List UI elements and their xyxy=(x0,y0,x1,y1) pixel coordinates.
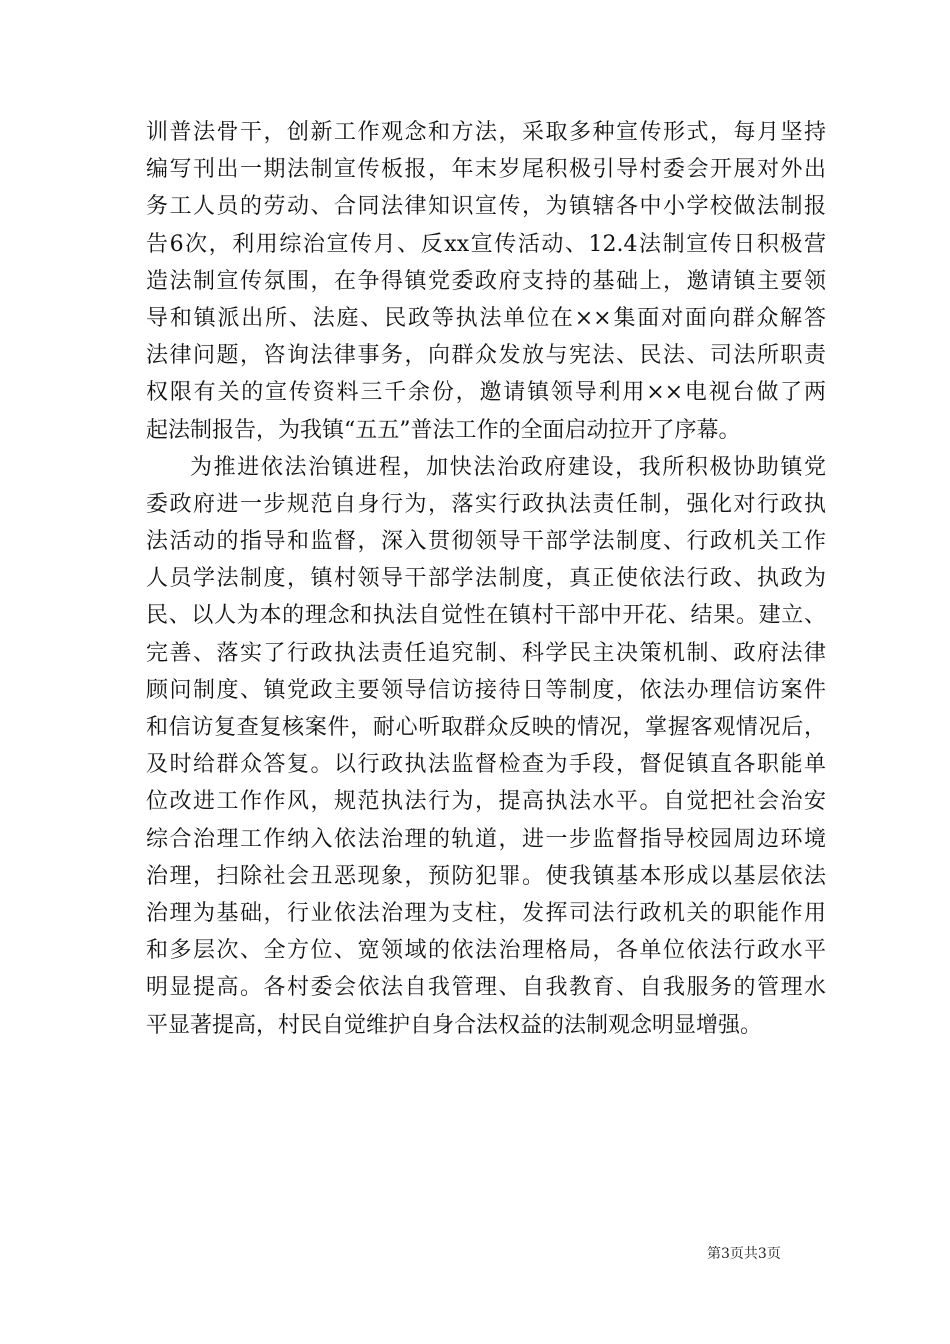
paragraph-2-line-6: 完善、落实了行政执法责任追究制、科学民主决策机制、政府法律 xyxy=(146,640,826,666)
paragraph-2-line-3: 法活动的指导和监督，深入贯彻领导干部学法制度、行政机关工作 xyxy=(146,529,826,555)
paragraph-2-line-14: 和多层次、全方位、宽领域的依法治理格局，各单位依法行政水平 xyxy=(146,938,826,964)
paragraph-2-line-1: 为推进依法治镇进程，加快法治政府建设，我所积极协助镇党 xyxy=(190,454,826,480)
paragraph-2-line-13: 治理为基础，行业依法治理为支柱，发挥司法行政机关的职能作用 xyxy=(146,900,826,926)
body-text xyxy=(146,114,826,1044)
paragraph-1-line-2: 编写刊出一期法制宣传板报，年末岁尾积极引导村委会开展对外出 xyxy=(146,157,826,183)
paragraph-1-line-8: 权限有关的宣传资料三千余份，邀请镇领导利用××电视台做了两 xyxy=(146,380,826,406)
paragraph-1-line-3: 务工人员的劳动、合同法律知识宣传，为镇辖各中小学校做法制报 xyxy=(146,194,826,220)
paragraph-2-line-4: 人员学法制度，镇村领导干部学法制度，真正使依法行政、执政为 xyxy=(146,566,826,592)
paragraph-2-line-11: 综合治理工作纳入依法治理的轨道，进一步监督指导校园周边环境 xyxy=(146,826,826,852)
paragraph-1-line-1: 训普法骨干，创新工作观念和方法，采取多种宣传形式，每月坚持 xyxy=(146,120,826,145)
paragraph-1-line-6: 导和镇派出所、法庭、民政等执法单位在××集面对面向群众解答 xyxy=(146,305,826,331)
paragraph-2-line-7: 顾问制度、镇党政主要领导信访接待日等制度，依法办理信访案件 xyxy=(146,677,826,703)
paragraph-2-line-9: 及时给群众答复。以行政执法监督检查为手段，督促镇直各职能单 xyxy=(146,752,826,778)
paragraph-1-line-7: 法律问题，咨询法律事务，向群众发放与宪法、民法、司法所职责 xyxy=(146,343,826,369)
paragraph-2-line-2: 委政府进一步规范自身行为，落实行政执法责任制，强化对行政执 xyxy=(146,491,826,517)
paragraph-2-line-8: 和信访复查复核案件，耐心听取群众反映的情况，掌握客观情况后， xyxy=(146,715,826,740)
paragraph-2-line-16: 平显著提高，村民自觉维护自身合法权益的法制观念明显增强。 xyxy=(146,1012,763,1038)
paragraph-1-line-4: 告6次，利用综治宣传月、反xx宣传活动、12.4法制宣传日积极营 xyxy=(146,231,826,257)
paragraph-2-line-12: 治理，扫除社会丑恶现象，预防犯罪。使我镇基本形成以基层依法 xyxy=(146,863,826,889)
paragraph-2-line-15: 明显提高。各村委会依法自我管理、自我教育、自我服务的管理水 xyxy=(146,975,826,1001)
paragraph-2-line-5: 民、以人为本的理念和执法自觉性在镇村干部中开花、结果。建立、 xyxy=(146,603,826,629)
paragraph-2-line-10: 位改进工作作风，规范执法行为，提高执法水平。自觉把社会治安 xyxy=(146,789,826,815)
page-number-footer: 第3页共3页 xyxy=(707,1246,781,1262)
paragraph-1-line-9: 起法制报告，为我镇“五五”普法工作的全面启动拉开了序幕。 xyxy=(146,417,741,443)
paragraph-1-line-5: 造法制宣传氛围，在争得镇党委政府支持的基础上，邀请镇主要领 xyxy=(146,268,826,294)
